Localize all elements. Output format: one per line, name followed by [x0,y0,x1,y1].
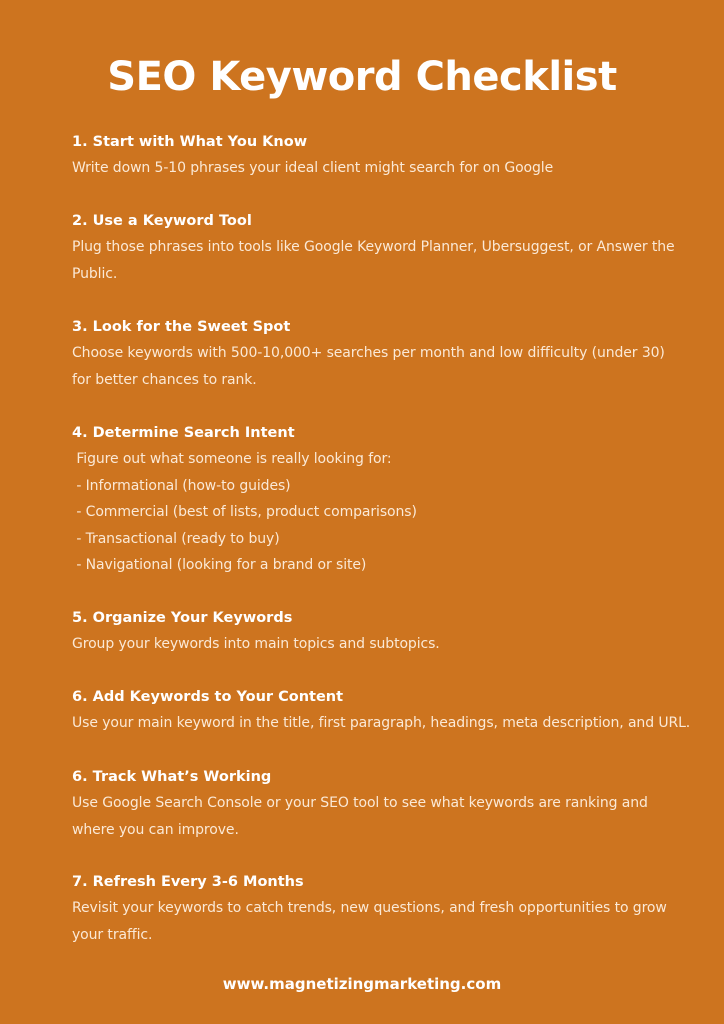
intent-list-item: - Informational (how-to guides) [72,477,291,494]
item-heading: 7. Refresh Every 3-6 Months [72,874,304,890]
item-heading: 5. Organize Your Keywords [72,610,293,626]
checklist-item-5 [72,605,692,658]
item-heading: 1. Start with What You Know [72,134,308,150]
item-text: Public. [72,265,118,282]
item-heading: 6. Track What’s Working [72,769,272,785]
page-title: SEO Keyword Checklist [107,54,617,100]
item-text: Plug those phrases into tools like Google Keyword Planner, Ubersuggest, or Answer the [72,239,675,255]
intent-list-item: - Navigational (looking for a brand or site) [72,557,367,573]
item-text: Group your keywords into main topics and subtopics. [72,636,440,652]
checklist-item-6 [72,684,712,737]
website-url: www.magnetizingmarketing.com [222,975,502,993]
intent-list-item: - Transactional (ready to buy) [72,530,280,547]
checklist-item-7 [72,764,692,843]
item-heading: 3. Look for the Sweet Spot [72,319,291,335]
item-text: Use your main keyword in the title, first paragraph, headings, meta description, and URL. [72,715,691,731]
intent-list-item: - Commercial (best of lists, product comparisons) [72,504,417,520]
item-text: Figure out what someone is really looking for: [72,451,392,467]
checklist-item-4 [72,420,692,579]
item-text: Revisit your keywords to catch trends, new questions, and fresh opportunities to grow [72,900,667,916]
item-text: Write down 5-10 phrases your ideal client might search for on Google [72,160,554,176]
item-heading: 6. Add Keywords to Your Content [72,689,344,705]
item-text: your traffic. [72,926,153,943]
item-text: Use Google Search Console or your SEO tool to see what keywords are ranking and [72,795,648,811]
item-heading: 4. Determine Search Intent [72,425,295,441]
item-heading: 2. Use a Keyword Tool [72,213,252,229]
checklist-item-2 [72,208,692,287]
checklist-item-8 [72,869,692,948]
item-text: for better chances to rank. [72,371,257,388]
checklist-item-1 [72,129,692,182]
item-text: where you can improve. [72,821,239,838]
checklist-item-3 [72,314,692,393]
item-text: Choose keywords with 500-10,000+ searches per month and low difficulty (under 30) [72,345,665,361]
